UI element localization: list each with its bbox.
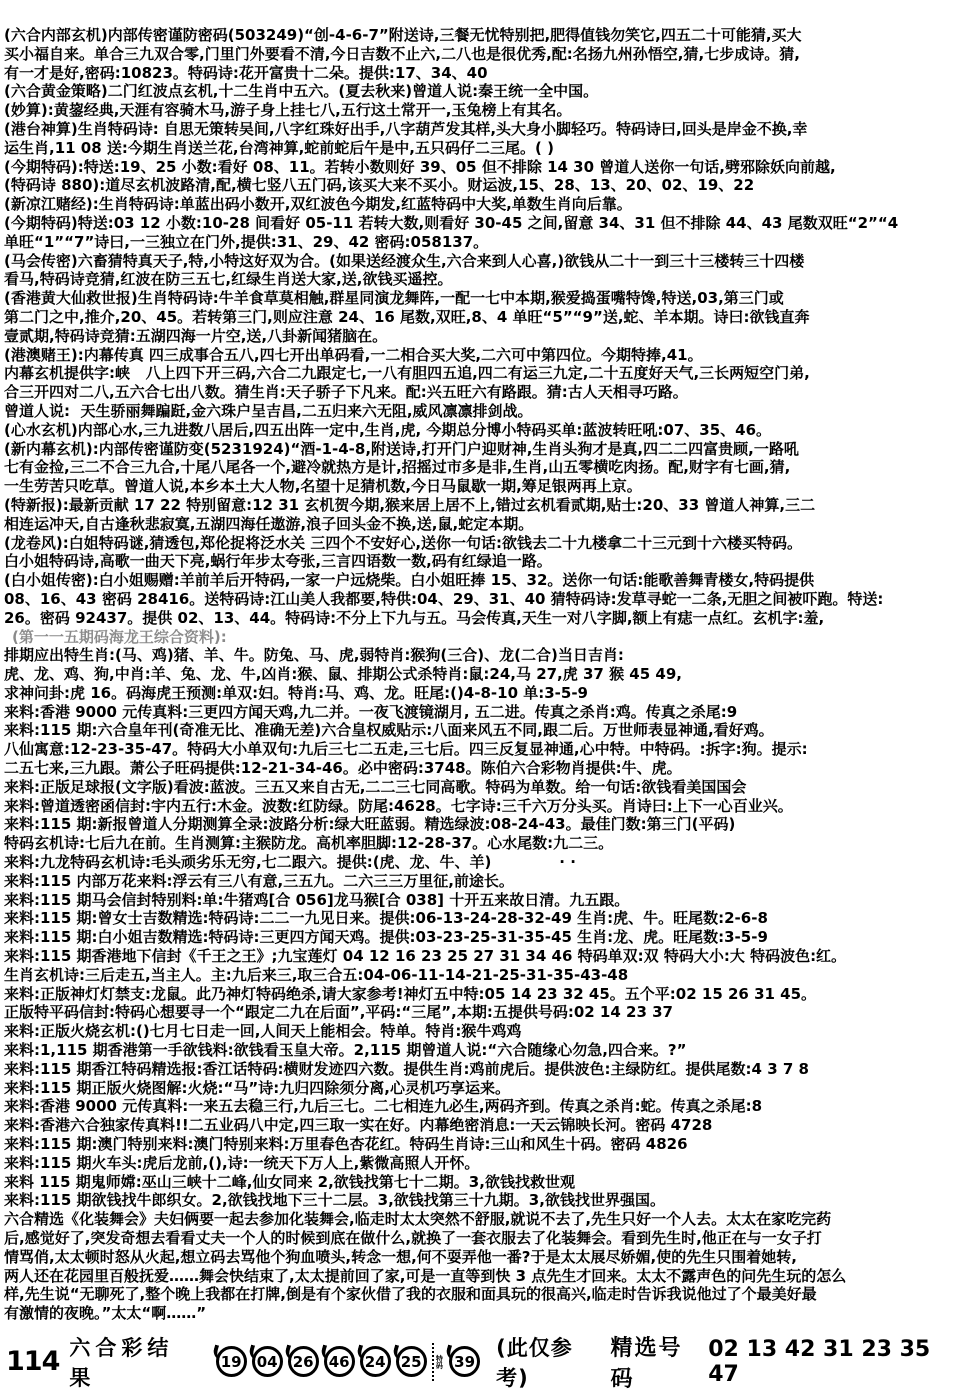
text-line: 有一才是好,密码:10823。特码诗:花开富贵十二朵。提供:17、34、40: [4, 63, 488, 82]
text-line: (港台神算)生肖特码诗: 自思无策转吴间,八字红珠好出手,八字葫芦发其样,头大身小脚轻巧。特码诗曰,回头是岸金不换,幸: [4, 119, 808, 138]
result-number: 26: [288, 1346, 319, 1377]
text-line: 来料:正版火烧玄机:()七月七日走一回,人间天上能相会。特单。特肖:猴牛鸡鸡: [4, 1022, 522, 1041]
text-line: 来料:115 期正版火烧图解:火烧:“马”诗:九归四除须分离,心灵机巧享运来。: [4, 1078, 510, 1097]
text-line: 买小福自来。单合三九双合零,门里门外要看不清,今日吉数不止六,二八也是很优秀,配:名扬九州孙悟空,猜,七步成诗。猜,: [4, 44, 800, 63]
text-line: 来料:115 期:六合皇年刊(奇准无比、准确无差)六合皇权威贴示:八面来风五不同,跟二后。万世师表显神通,看好鸡。: [4, 721, 774, 740]
text-line: 二五七来,三九跟。萧公子旺码提供:12-21-34-46。必中密码:3748。陈伯六合彩物肖提供:牛、虎。: [4, 759, 682, 778]
text-line: 曾道人说: 天生骄丽舞蹁跹,金六珠户呈吉昌,二五归来六无阻,威风凛凛排剑战。: [4, 401, 533, 420]
text-line: 七有金捡,三二不合三九合,十尾八尾各一个,避冷就热方是计,招摇过市多是非,生肖,山五零横吃肉扬。配,财字有七画,猜,: [4, 458, 791, 477]
text-line: 一生劳苦只吃草。曾道人说,本乡本土大人物,名望十足猜机数,今日马鼠歇一期,筹足银两再上京。: [4, 477, 642, 496]
special-number-divider: [432, 1343, 445, 1381]
text-line: 两人还在花园里百般抚爱……舞会快结束了,太太提前回了家,可是一直等到快 3 点先生才回来。太太不露声色的问先生玩的怎么: [4, 1266, 847, 1285]
text-line: (香港黄大仙救世报)生肖特码诗:牛羊食草莫相触,群星同演龙舞阵,一配一七中本期,猴爱捣蛋嘴特馋,特送,03,第三门或: [4, 289, 784, 308]
text-line: 六合精选《化装舞会》夫妇俩要一起去参加化装舞会,临走时太太突然不舒服,就说不去了,先生只好一个人去。太太在家吃完药: [4, 1210, 832, 1229]
text-line: 来料:香港 9000 元传真料:一来五去稳三行,九后三七。二七相连九必生,两码齐到。传真之杀肖:蛇。传真之杀尾:8: [4, 1097, 763, 1116]
result-number: 24: [360, 1346, 391, 1377]
text-line: 来料:115 期:澳门特别来料:澳门特别来料:万里春色杏花红。特码生肖诗:三山和风生十码。密码 4826: [4, 1135, 688, 1154]
text-line: 样,先生说“无聊死了,整个晚上我都在打牌,倒是有个家伙借了我的衣服和面具玩的很高兴,临走时告诉我说他过了个最美好最: [4, 1285, 817, 1304]
text-line: 第二门之中,推介,20、45。若转第三门,则应注意 24、16 尾数,双旺,8、4 单旺“5”“9”送,蛇、羊本期。诗曰:欲钱直奔: [4, 307, 810, 326]
text-line: 来料:115 期香江特码精选报:香江话特码:横财发迹四六数。提供生肖:鸡前虎后。提供波色:主绿防红。提供尾数:4 3 7 8: [4, 1059, 809, 1078]
result-number: 46: [324, 1346, 355, 1377]
text-line: 来料:115 期欲钱找牛郎织女。2,欲钱找地下三十二层。3,欲钱找第三十九期。3,欲钱找世界强国。: [4, 1191, 665, 1210]
text-line: (龙卷风):白姐特码谜,猜透包,郑伦捉将泛水关 三四个不安好心,送你一句话:欲钱去二十九楼拿二十三元到十六楼买特码。: [4, 533, 803, 552]
text-line: 虎、龙、鸡、狗,中肖:羊、兔、龙、牛,凶肖:猴、鼠、排期公式杀特肖:鼠:24,马 27,虎 37 猴 45 49,: [4, 665, 682, 684]
text-line: 来料 115 期鬼师嫦:巫山三峡十二峰,仙女同来 2,欲钱找第七十二期。3,欲钱找救世观: [4, 1172, 575, 1191]
text-line: (今期特码):特送:19、25 小数:看好 08、11。若转小数则好 39、05 但不排除 14 30 曾道人送你一句话,劈邪除妖向前越,: [4, 157, 836, 176]
text-line: 来料:115 期:曾女士吉数精选:特码诗:二二一九见日来。提供:06-13-24-28-32-49 生肖:虎、牛。旺尾数:2-6-8: [4, 909, 768, 928]
text-line: (特码诗 880):道尽玄机波路清,配,横七竖八五门码,该买大来不买小。财运波,15、28、13、20、02、19、22: [4, 176, 755, 195]
text-line: 运生肖,11 08 送:今期生肖送兰花,台湾神算,蛇前蛇后午是中,五只码仔二三尾。( ): [4, 138, 554, 157]
result-numbers: [216, 1346, 432, 1377]
result-number: 19: [216, 1346, 247, 1377]
text-line: 正版特平码信封:特码心想要寻一个“跟定二九在后面”,平码:“三尾”,本期:五提供号码:02 14 23 37: [4, 1003, 673, 1022]
text-line: 相连运冲天,自古逢秋悲寂寞,五湖四海任遨游,浪子回头金不换,送,鼠,蛇定本期。: [4, 514, 534, 533]
result-number: 25: [396, 1346, 427, 1377]
selected-numbers: 02 13 42 31 23 35 47: [708, 1336, 931, 1387]
text-line: (六合内部玄机)内部传密谨防密码(503249)“创-4-6-7”附送诗,三餐无忧特别把,肥得值钱勿笑它,四五二十可能猜,买大: [4, 26, 802, 44]
text-line: (妙算):黄鋆经典,天涯有容骑木马,游子身上挂七八,五行这土常开一,玉兔榜上有其名。: [4, 101, 572, 120]
issue-number: 114: [6, 1345, 60, 1377]
text-line: 后,感觉好了,突发奇想去看看丈夫一个人的时候到底在做什么,就换了一套衣服去了化装舞会。看到先生时,他正在与一女子打: [4, 1229, 822, 1247]
text-line: 来料:正版足球报(文字版)看波:蓝波。三五又来自古无,二二三七同高歌。特码为单数。给一句话:欲钱看美国国会: [4, 777, 747, 796]
text-line: 来料:115 期:白小姐吉数精选:特码诗:三更四方闻天鸡。提供:03-23-25-31-35-45 生肖:龙、虎。旺尾数:3-5-9: [4, 928, 768, 947]
text-line: 求神问卦:虎 16。码海虎王预测:单双:妇。特肖:马、鸡、龙。旺尾:()4-8-10 单:3-5-9: [4, 683, 588, 702]
text-line: 来料:1,115 期香港第一手欲钱料:欲钱看玉皇大帝。2,115 期曾道人说:“六合随缘心勿急,四合来。?”: [4, 1041, 687, 1060]
text-line: (心水玄机)内部心水,三九进数八居后,四五出阵一定中,生肖,虎, 今期总分博小特码买单:蓝波转旺吼:07、35、46。: [4, 420, 772, 439]
text-line: (白小姐传密):白小姐赐赠:羊前羊后开特码,一家一户远烧柴。白小姐旺捧 15、32。送你一句话:能歌善舞青楼女,特码提供: [4, 571, 815, 590]
text-line: 来料:115 内部万花来料:浮云有三八有意,三五九。二六三三万里征,前途长。: [4, 871, 514, 890]
special-number: 39: [449, 1346, 480, 1377]
text-line: 壹贰期,特码诗竞猜:五湖四海一片空,送,八卦新闻猪脑在。: [4, 326, 388, 345]
special-divider-label: 特码: [435, 1354, 444, 1369]
selected-numbers-label: 精选号码: [610, 1335, 683, 1392]
results-bar: [0, 1323, 959, 1393]
text-line: 看马,特码诗竞猜,红波在防三五七,红绿生肖送大家,送,欲钱买遥控。: [4, 270, 453, 289]
text-line: 情骂俏,太太顿时怒从火起,想立码去骂他个狗血喷头,转念一想,何不耍弄他一番?于是太太展尽娇媚,使的先生只围着她转,: [4, 1247, 797, 1266]
text-line: 来料:曾道透密函信封:宇内五行:木金。波数:红防绿。防尾:4628。七字诗:三千六万分头买。肖诗曰:上下一心百业兴。: [4, 796, 793, 815]
text-line: (新内幕玄机):内部传密谨防变(5231924)“酒-1-4-8,附送诗,打开门户迎财神,生肖头狗才是真,四二二四富贵顾,一路吼: [4, 439, 799, 458]
text-line: 有激情的夜晚。”太太“啊……”: [4, 1304, 207, 1323]
text-line: 来料:正版神灯灯禁支:龙鼠。此乃神灯特码绝杀,请大家参考!神灯五中特:05 14 23 32 45。五个平:02 15 26 31 45。: [4, 984, 817, 1003]
text-line: 来料:115 期:新报曾道人分期测算全录:波路分析:绿大旺蓝弱。精选绿波:08-24-43。最佳门数:第三门(平码): [4, 815, 736, 834]
text-line: (特新报):最新贡献 17 22 特别留意:12 31 玄机贺今期,猴来居上居不上,错过玄机看贰期,贴士:20、33 曾道人神算,三二: [4, 495, 816, 514]
text-line: 白小姐特码诗,高歌一曲天下亮,蜗行年步太夸张,三言四语数一数,码有红绿追一路。: [4, 552, 552, 571]
text-line: 来料:115 期香港地下信封《千王之王》;九宝莲灯 04 12 16 23 25 27 31 34 46 特码单双:双 特码大小:大 特码波色:红。: [4, 947, 847, 966]
text-line: 内幕玄机提供字:峡 八上四下开三码,六合二九跟定七,一八有胆四五追,四二有运三九定,二十五度好天气,三长两短空门弟,: [4, 364, 810, 383]
results-label: 六合彩结果: [69, 1335, 174, 1390]
result-number: 04: [252, 1346, 283, 1377]
text-line: (第一一五期码海龙王综合资料):: [12, 627, 227, 646]
text-line: 来料:香港六合独家传真料!!二五业码八中定,四三取一实在好。内幕绝密消息:一天云锦映长河。密码 4728: [4, 1116, 713, 1135]
text-line: 排期应出特生肖:(马、鸡)猪、羊、牛。防兔、马、虎,弱特肖:猴狗(三合)、龙(二合)当日吉肖:: [4, 646, 624, 665]
text-line: (港澳赌王):内幕传真 四三成事合五八,四七开出单码看,一二相合买大奖,二六可中第四位。今期特捧,41。: [4, 345, 703, 364]
text-line: 生肖玄机诗:三后走五,当主人。主:九后来三,取三合五:04-06-11-14-21-25-31-35-43-48: [4, 965, 629, 984]
text-line: (今期特码)特送:03 12 小数:10-28 间看好 05-11 若转大数,则看好 30-45 之间,留意 34、31 但不排除 44、43 尾数双旺“2”“4: [4, 213, 899, 232]
text-line: 来料:115 期火车头:虎后龙前,(),诗:一统天下万人上,紫微高照人开怀。: [4, 1153, 480, 1172]
reference-note: (此仅参考): [496, 1335, 573, 1390]
text-line: 八仙寓意:12-23-35-47。特码大小单双句:九后三七二五走,三七后。四三反复显神通,心中特。中特码。:拆字:狗。提示:: [4, 740, 808, 759]
text-line: 来料:115 期马会信封特别料:单:牛猪鸡[合 056]龙马猴[合 038] 十开五来故日清。九五跟。: [4, 890, 630, 909]
text-line: 08、16、43 密码 28416。送特码诗:江山美人我都要,特供:04、29、31、40 猜特码诗:发草寻蛇一二条,无胆之间被吓跑。特送:: [4, 589, 884, 608]
text-line: 来料:九龙特码玄机诗:毛头顽劣乐无穷,七二跟六。提供:(虎、龙、牛、羊) · ·: [4, 853, 576, 872]
text-line: 来料:香港 9000 元传真料:三更四方闻天鸡,九二并。一夜飞渡镜湖月, 五二进。传真之杀肖:鸡。传真之杀尾:9: [4, 702, 738, 721]
text-line: 26。密码 92437。提供 02、13、44。特码诗:不分上下九与五。马会传真,天生一对八字脚,额上有痣一点红。玄机字:羞,: [4, 608, 825, 627]
text-line: 单旺“1”“7”诗曰,一三独立在门外,提供:31、29、42 密码:058137。: [4, 232, 489, 251]
text-line: (新凉江赌经):生肖特码诗:单蓝出码小数开,双红波色今期发,红蓝特码中大奖,单数生肖向后靠。: [4, 195, 632, 214]
text-line: 特码玄机诗:七后九在前。生肖测算:主猴防龙。高机率胆脚:12-28-37。心水尾数:九二三。: [4, 834, 614, 853]
text-line: (马会传密)六畜猜特真天子,特,小特这好双为合。(如果送经渡众生,六合来到人心喜,)欲钱从二十一到三十三楼转三十四楼: [4, 251, 805, 270]
text-line: 合三开四对二八,五六合七出八数。猜生肖:天子骄子下凡来。配:兴五旺六有路跟。猜:古人天相寻巧路。: [4, 383, 688, 402]
text-line: (六合黄金策略)二门红波点玄机,十二生肖中五六。(夏去秋来)曾道人说:秦王统一全中国。: [4, 82, 599, 101]
